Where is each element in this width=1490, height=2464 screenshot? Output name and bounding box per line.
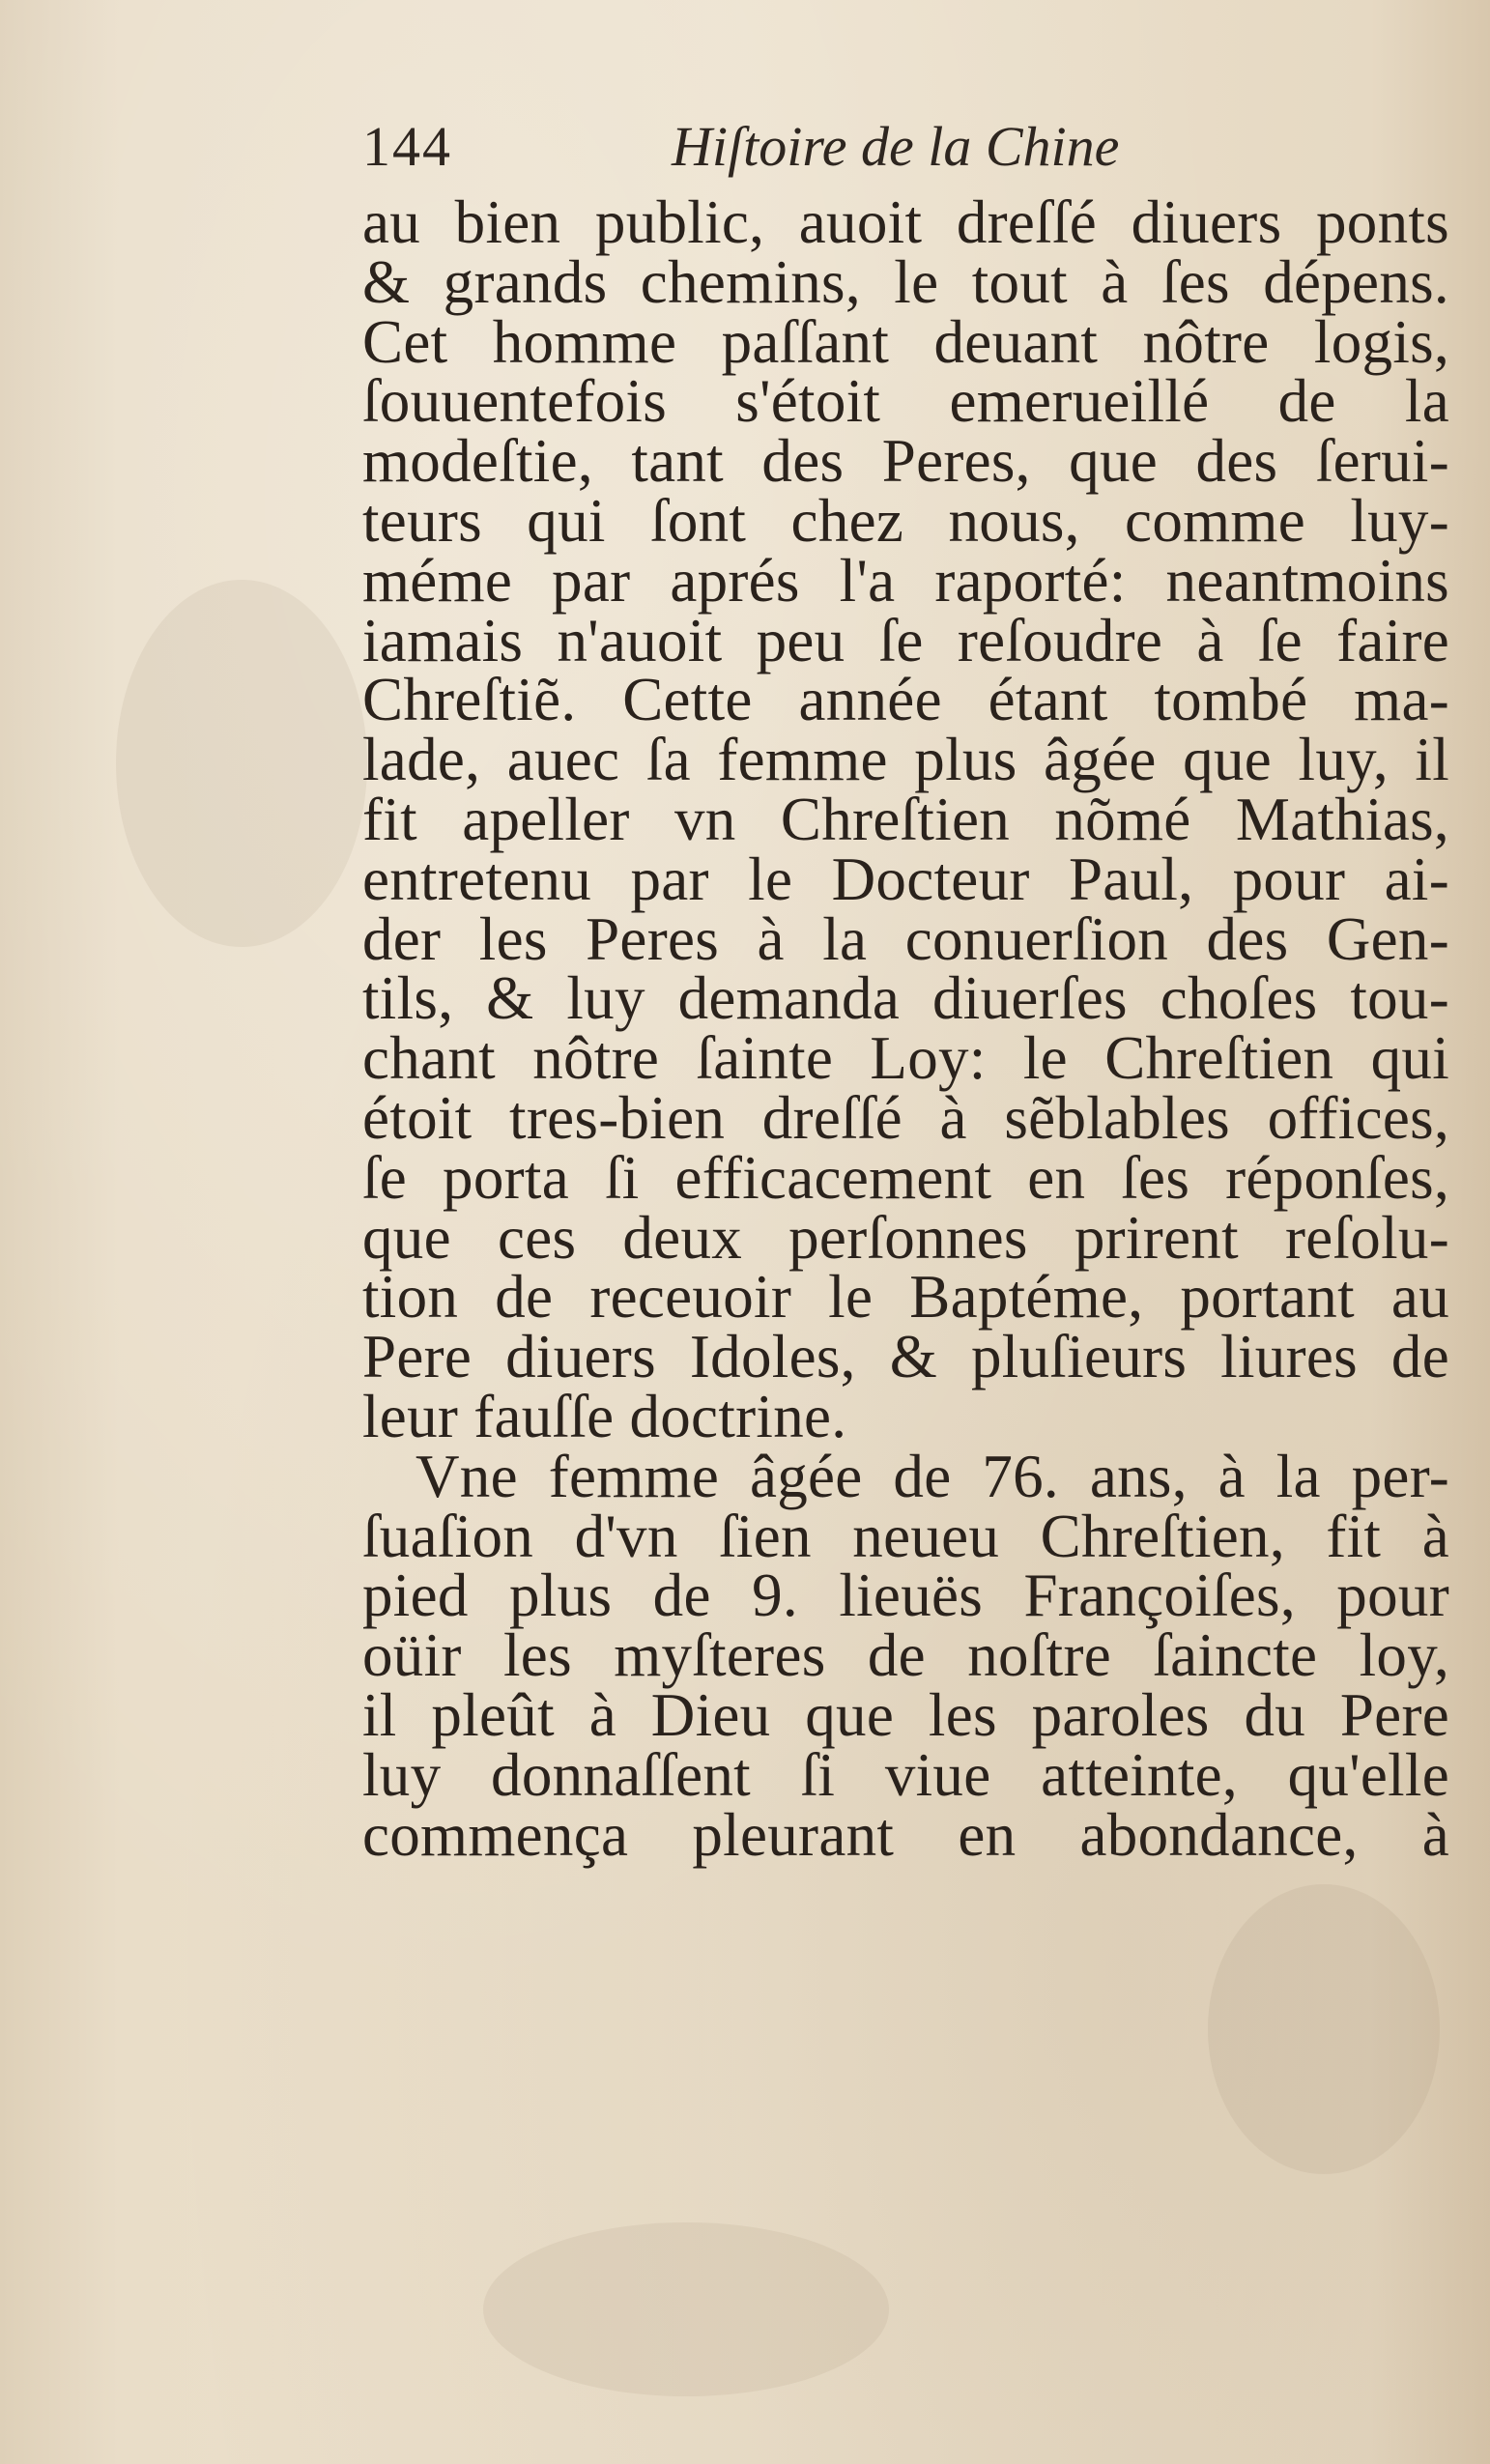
text-line: tion de receuoir le Baptéme, portant au xyxy=(362,1263,1449,1332)
text-line: luy donnaſſent ſi viue atteinte, qu'elle xyxy=(362,1740,1449,1809)
text-line: entretenu par le Docteur Paul, pour ai- xyxy=(362,845,1449,913)
text-line: commença pleurant en abondance, à xyxy=(362,1800,1449,1869)
paper-stain xyxy=(1208,1884,1440,2174)
text-line: & grands chemins, le tout à ſes dépens. xyxy=(362,247,1449,316)
text-line: que ces deux perſonnes prirent reſolu- xyxy=(362,1203,1449,1272)
running-head xyxy=(362,114,1232,182)
text-line: chant nôtre ſainte Loy: le Chreſtien qui xyxy=(362,1024,1449,1093)
text-line: méme par aprés l'a raporté: neantmoins xyxy=(362,546,1449,615)
text-line: modeſtie, tant des Peres, que des ſerui- xyxy=(362,427,1449,496)
text-line: étoit tres-bien dreſſé à sẽblables offices, xyxy=(362,1083,1449,1152)
text-line: Pere diuers Idoles, & pluſieurs liures de xyxy=(362,1323,1449,1391)
text-line: Vne femme âgée de 76. ans, à la per- xyxy=(415,1442,1449,1510)
paper-stain xyxy=(116,580,367,947)
text-line: lade, auec ſa femme plus âgée que luy, il xyxy=(362,726,1449,794)
text-line: ſouuentefois s'étoit emerueillé de la xyxy=(362,367,1449,436)
paper-stain xyxy=(483,2222,889,2396)
text-line: tils, & luy demanda diuerſes choſes tou- xyxy=(362,964,1449,1033)
text-line: iamais n'auoit peu ſe reſoudre à ſe faire xyxy=(362,606,1449,674)
text-line: au bien public, auoit dreſſé diuers ponts xyxy=(362,188,1449,256)
page-number: 144 xyxy=(362,115,452,178)
text-line: ſe porta ſi efficacement en ſes réponſes, xyxy=(362,1143,1449,1212)
text-line: Chreſtiẽ. Cette année étant tombé ma- xyxy=(362,666,1449,734)
text-line: il pleût à Dieu que les paroles du Pere xyxy=(362,1680,1449,1749)
text-line: oüir les myſteres de noſtre ſaincte loy, xyxy=(362,1621,1449,1690)
text-line: der les Peres à la conuerſion des Gen- xyxy=(362,904,1449,973)
body-text xyxy=(362,188,1449,1869)
text-line: teurs qui ſont chez nous, comme luy- xyxy=(362,486,1449,555)
text-line: leur fauſſe doctrine. xyxy=(362,1382,847,1450)
text-line: pied plus de 9. lieuës Françoiſes, pour xyxy=(362,1561,1449,1630)
text-line: Cet homme paſſant deuant nôtre logis, xyxy=(362,307,1449,376)
text-line: ſuaſion d'vn ſien neueu Chreſtien, fit à xyxy=(362,1502,1449,1570)
text-line: fit apeller vn Chreſtien nõmé Mathias, xyxy=(362,785,1449,853)
running-title: Hiſtoire de la Chine xyxy=(672,115,1120,178)
